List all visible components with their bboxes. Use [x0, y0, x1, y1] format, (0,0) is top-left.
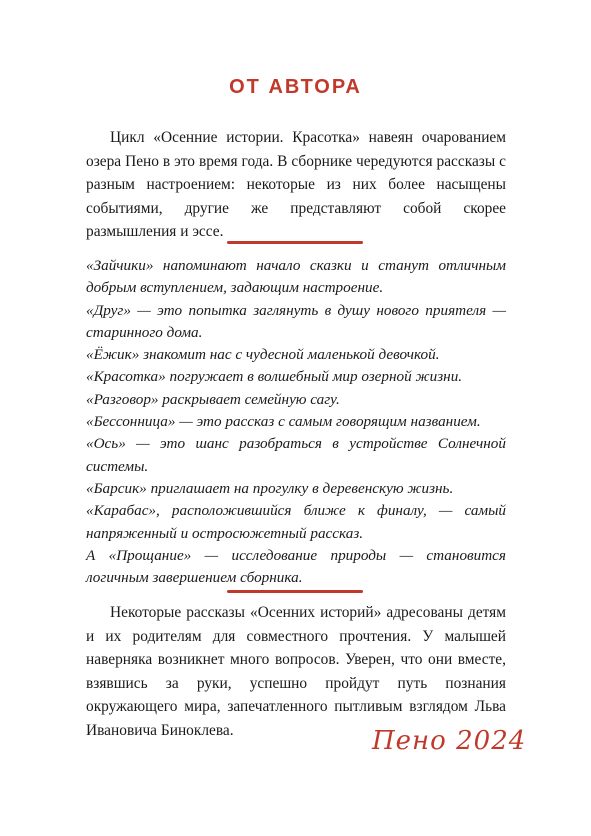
story-item: «Разговор» раскрывает семейную сагу. [86, 390, 340, 408]
story-item: «Зайчики» напоминают начало сказки и станут отличным добрым вступлением, задающим настроение. [86, 257, 506, 297]
divider-bottom [227, 590, 363, 593]
story-item: «Друг» — это попытка заглянуть в душу нового приятеля — старинного дома. [86, 301, 506, 341]
story-item: «Барсик» приглашает на прогулку в деревенскую жизнь. [86, 479, 454, 497]
intro-text: Цикл «Осенние истории. Красотка» навеян очарованием озера Пено в это время года. В сборнике чередуются рассказы с разным настроением: некоторые из них более насыщены событиями, другие же представляют собой скорее размышления и эссе. [86, 129, 506, 240]
outro-paragraph [86, 601, 506, 742]
story-item: А «Прощание» — исследование природы — становится логичным завершением сборника. [86, 546, 506, 587]
story-item: «Ось» — это шанс разобраться в устройстве Солнечной системы. [86, 435, 506, 475]
story-item: «Бессонница» — это рассказ с самым говорящим названием. [86, 413, 481, 431]
outro-text: Некоторые рассказы «Осенних историй» адресованы детям и их родителям для совместного прочтения. У малышей наверняка возникнет много вопросов. Уверен, что они вместе, взявшись за руки, успешно пройдут путь познания окружающего мира, запечатленного пытливым взглядом Льва Ивановича Биноклева. [86, 604, 506, 739]
divider-top [227, 241, 363, 244]
story-item: «Карабас», расположившийся ближе к финалу, — самый напряженный и остросюжетный рассказ. [86, 502, 506, 542]
intro-paragraph [86, 126, 506, 244]
story-item: «Красотка» погружает в волшебный мир озерной жизни. [86, 368, 463, 386]
story-list [86, 255, 506, 589]
story-item: «Ёжик» знакомит нас с чудесной маленькой девочкой. [86, 346, 440, 364]
page-title: ОТ АВТОРА [229, 76, 362, 98]
signature: Пено 2024 [372, 726, 527, 756]
